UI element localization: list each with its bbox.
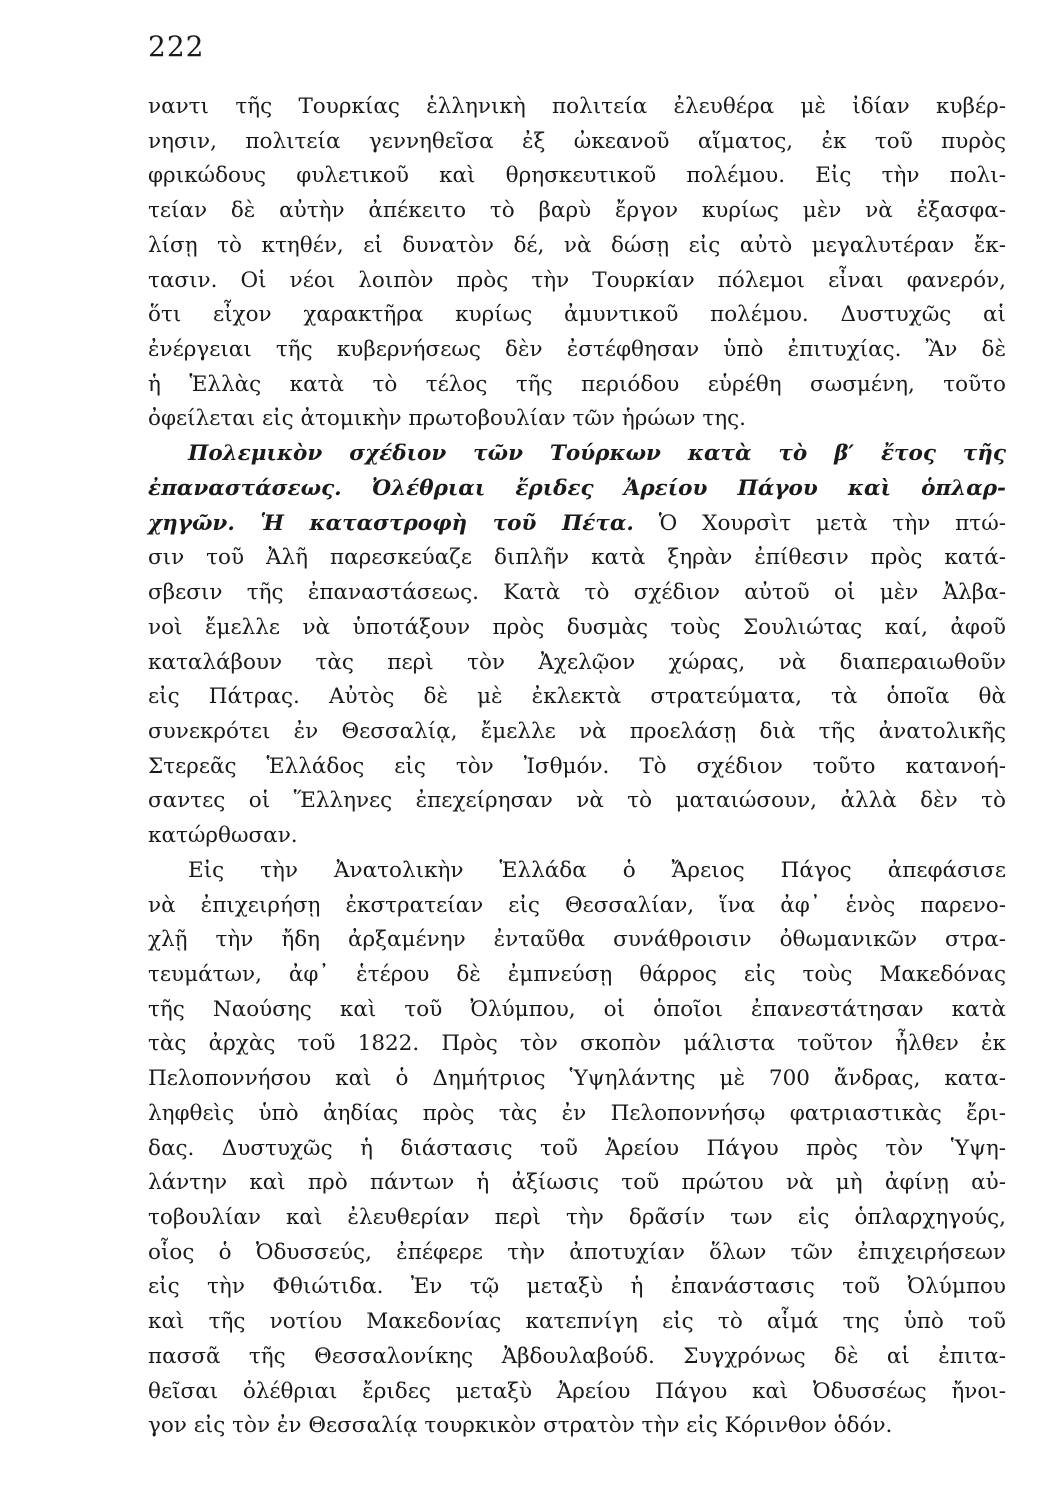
text-line (148, 507, 1006, 542)
text-line (148, 715, 1006, 750)
line-text: καταλάβουν τὰς περὶ τὸν Ἀχελῷον χώρας, νὰ διαπεραιωθοῦν (148, 649, 1006, 675)
line-text: σιν τοῦ Ἀλῆ παρεσκεύαζε διπλῆν κατὰ ξηρὰν ἐπίθεσιν πρὸς κατά- (148, 545, 1006, 571)
line-text: ὅτι εἶχον χαρακτῆρα κυρίως ἀμυντικοῦ πολέμου. Δυστυχῶς αἱ (148, 302, 1006, 328)
line-text: Στερεᾶς Ἑλλάδος εἰς τὸν Ἰσθμόν. Τὸ σχέδιον τοῦτο κατανοή- (148, 753, 1006, 779)
line-text: τασιν. Οἱ νέοι λοιπὸν πρὸς τὴν Τουρκίαν πόλεμοι εἶναι φανερόν, (148, 267, 1006, 293)
text-line (148, 264, 1006, 299)
text-line (148, 90, 1006, 125)
text-line (148, 993, 1006, 1028)
line-text: τευμάτων, ἀφ᾽ ἑτέρου δὲ ἐμπνεύσῃ θάρρος εἰς τοὺς Μακεδόνας (148, 961, 1006, 987)
line-text: ὀφείλεται εἰς ἀτομικὴν πρωτοβουλίαν τῶν ἡρώων της. (148, 406, 746, 432)
text-line (148, 1166, 1006, 1201)
line-text: εἰς τὴν Φθιώτιδα. Ἐν τῷ μεταξὺ ἡ ἐπανάστασις τοῦ Ὀλύμπου (148, 1274, 1006, 1300)
text-line (148, 819, 1006, 854)
text-line (148, 1305, 1006, 1340)
text-line (148, 1201, 1006, 1236)
text-line (148, 1236, 1006, 1271)
line-text: νὰ ἐπιχειρήσῃ ἐκστρατείαν εἰς Θεσσαλίαν, ἵνα ἀφ᾽ ἑνὸς παρενο- (148, 892, 1006, 918)
text-line (148, 402, 1006, 437)
text-line (148, 854, 1006, 889)
section-heading: Πολεμικὸν σχέδιον τῶν Τούρκων κατὰ τὸ β′ ἔτος τῆς (188, 441, 1006, 467)
text-line (148, 1375, 1006, 1410)
line-text: συνεκρότει ἐν Θεσσαλίᾳ, ἔμελλε νὰ προελάσῃ διὰ τῆς ἀνατολικῆς (148, 718, 1006, 744)
line-text: λίσῃ τὸ κτηθέν, εἰ δυνατὸν δέ, νὰ δώσῃ εἰς αὐτὸ μεγαλυτέραν ἔκ- (148, 232, 1006, 258)
line-text: Πελοποννήσου καὶ ὁ Δημήτριος Ὑψηλάντης μὲ 700 ἄνδρας, κατα- (148, 1066, 1006, 1092)
text-line (148, 889, 1006, 924)
text-line (148, 1062, 1006, 1097)
line-text: Ὁ Χουρσὶτ μετὰ τὴν πτώ- (658, 510, 1006, 536)
text-line (148, 958, 1006, 993)
line-text: πασσᾶ τῆς Θεσσαλονίκης Ἀβδουλαβούδ. Συγχρόνως δὲ αἱ ἐπιτα- (148, 1343, 1006, 1369)
line-text: ληφθεὶς ὑπὸ ἀηδίας πρὸς τὰς ἐν Πελοποννήσῳ φατριαστικὰς ἔρι- (148, 1100, 1006, 1126)
text-line (148, 1132, 1006, 1167)
text-line (148, 576, 1006, 611)
section-heading: χηγῶν. Ἡ καταστροφὴ τοῦ Πέτα. (148, 510, 634, 536)
line-text: δας. Δυστυχῶς ἡ διάστασις τοῦ Ἀρείου Πάγου πρὸς τὸν Ὑψη- (148, 1135, 1006, 1161)
line-text: χλῇ τὴν ἤδη ἀρξαμένην ἐνταῦθα συνάθροισιν ὀθωμανικῶν στρα- (148, 927, 1006, 953)
section-heading: ἐπαναστάσεως. Ὀλέθριαι ἔριδες Ἀρείου Πάγου καὶ ὁπλαρ- (148, 475, 1006, 501)
text-line (148, 680, 1006, 715)
text-line (148, 229, 1006, 264)
line-text: τοβουλίαν καὶ ἐλευθερίαν περὶ τὴν δρᾶσίν των εἰς ὁπλαρχηγούς, (148, 1205, 1006, 1230)
line-text: Εἰς τὴν Ἀνατολικὴν Ἑλλάδα ὁ Ἄρειος Πάγος ἀπεφάσισε (188, 857, 1006, 883)
line-text: νοὶ ἔμελλε νὰ ὑποτάξουν πρὸς δυσμὰς τοὺς Σουλιώτας καί, ἀφοῦ (148, 614, 1006, 640)
text-line (148, 1270, 1006, 1305)
line-text: τὰς ἀρχὰς τοῦ 1822. Πρὸς τὸν σκοπὸν μάλιστα τοῦτον ἦλθεν ἐκ (148, 1031, 1006, 1057)
line-text: φρικώδους φυλετικοῦ καὶ θρησκευτικοῦ πολέμου. Εἰς τὴν πολι- (148, 163, 1006, 189)
line-text: εἰς Πάτρας. Αὐτὸς δὲ μὲ ἐκλεκτὰ στρατεύματα, τὰ ὁποῖα θὰ (148, 684, 1006, 710)
line-text: καὶ τῆς νοτίου Μακεδονίας κατεπνίγη εἰς τὸ αἷμά της ὑπὸ τοῦ (148, 1309, 1006, 1335)
text-line (148, 368, 1006, 403)
text-line (148, 784, 1006, 819)
text-line (148, 1097, 1006, 1132)
text-line (148, 333, 1006, 368)
line-text: τῆς Ναούσης καὶ τοῦ Ὀλύμπου, οἱ ὁποῖοι ἐπανεστάτησαν κατὰ (148, 996, 1006, 1022)
line-text: νησιν, πολιτεία γεννηθεῖσα ἐξ ὠκεανοῦ αἵματος, ἐκ τοῦ πυρὸς (148, 128, 1006, 154)
text-line (148, 125, 1006, 160)
body-text (148, 90, 1006, 1444)
line-text: κατώρθωσαν. (148, 823, 298, 849)
line-text: ἐνέργειαι τῆς κυβερνήσεως δὲν ἐστέφθησαν ὑπὸ ἐπιτυχίας. Ἂν δὲ (148, 337, 1006, 363)
line-text: τείαν δὲ αὐτὴν ἀπέκειτο τὸ βαρὺ ἔργον κυρίως μὲν νὰ ἐξασφα- (148, 198, 1006, 224)
line-text: οἷος ὁ Ὀδυσσεύς, ἐπέφερε τὴν ἀποτυχίαν ὅλων τῶν ἐπιχειρήσεων (148, 1239, 1006, 1265)
text-line (148, 611, 1006, 646)
text-line (148, 298, 1006, 333)
text-line (148, 1409, 1006, 1444)
text-line (148, 1340, 1006, 1375)
line-text: σαντες οἱ Ἕλληνες ἐπεχείρησαν νὰ τὸ ματαιώσουν, ἀλλὰ δὲν τὸ (148, 788, 1006, 814)
text-line (148, 194, 1006, 229)
page-number: 222 (148, 30, 205, 63)
line-text: γον εἰς τὸν ἐν Θεσσαλίᾳ τουρκικὸν στρατὸν τὴν εἰς Κόρινθον ὁδόν. (148, 1413, 893, 1439)
text-line (148, 1027, 1006, 1062)
line-text: σβεσιν τῆς ἐπαναστάσεως. Κατὰ τὸ σχέδιον αὐτοῦ οἱ μὲν Ἀλβα- (148, 580, 1006, 606)
line-text: ναντι τῆς Τουρκίας ἑλληνικὴ πολιτεία ἐλευθέρα μὲ ἰδίαν κυβέρ- (148, 94, 1006, 119)
text-line (148, 159, 1006, 194)
line-text: λάντην καὶ πρὸ πάντων ἡ ἀξίωσις τοῦ πρώτου νὰ μὴ ἀφίνῃ αὐ- (148, 1170, 1006, 1196)
text-line (148, 472, 1006, 507)
text-line (148, 437, 1006, 472)
text-line (148, 750, 1006, 785)
line-text: ἡ Ἑλλὰς κατὰ τὸ τέλος τῆς περιόδου εὑρέθη σωσμένη, τοῦτο (148, 371, 1006, 397)
line-text: θεῖσαι ὀλέθριαι ἔριδες μεταξὺ Ἀρείου Πάγου καὶ Ὀδυσσέως ἤνοι- (148, 1378, 1006, 1404)
text-line (148, 646, 1006, 681)
text-line (148, 923, 1006, 958)
text-line (148, 541, 1006, 576)
